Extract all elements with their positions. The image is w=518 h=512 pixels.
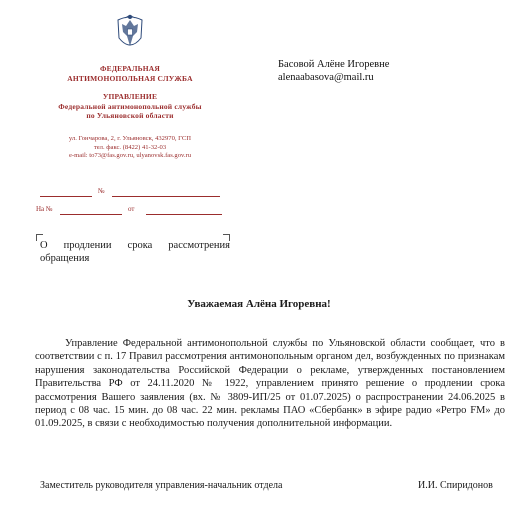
- outgoing-date-line: [40, 196, 92, 197]
- recipient-email: alenaabasova@mail.ru: [278, 72, 374, 83]
- recipient-block: [278, 58, 389, 84]
- recipient-name: Басовой Алёне Игоревне: [278, 59, 390, 70]
- dept-line-1: УПРАВЛЕНИЕ: [102, 92, 158, 101]
- reference-number-line: [60, 214, 122, 215]
- dept-line-2: Федеральной антимонопольной службы: [58, 101, 202, 111]
- reference-date-line: [146, 214, 222, 215]
- outgoing-number-label: №: [98, 187, 105, 195]
- signatory-position: Заместитель руководителя управления-начальник отдела: [40, 480, 283, 491]
- address-line-2: тел. факс. (8422) 41-32-03: [93, 143, 167, 151]
- department-name: [30, 92, 230, 121]
- salutation: Уважаемая Алёна Игоревна!: [187, 298, 331, 310]
- address-line-3: e-mail: to73@fas.gov.ru, ulyanovsk.fas.gov.ru: [68, 152, 192, 160]
- agency-line-1: ФЕДЕРАЛЬНАЯ: [99, 64, 161, 73]
- coat-of-arms-icon: [112, 12, 148, 56]
- letter-body: Управление Федеральной антимонопольной службы по Ульяновской области сообщает, что в соответствии с п. 17 Правил рассмотрения антимонопольным органом дел, возбужденных по признакам нарушения законодательства Российской Федерации о рекламе, утвержденных постановлением Правительства РФ от 24.11.2020 № 1922, управлением принято решение о продлении срока рассмотрения Вашего заявления (вх. № 3809-ИП/25 от 01.07.2025) о распространении 24.06.2025 в период с 08 час. 15 мин. до 08 час. 22 мин. рекламы ПАО «Сбербанк» в эфире радио «Ретро FM» до 01.09.2025, в связи с необходимостью получения дополнительной информации.: [35, 338, 505, 430]
- dept-line-3: по Ульяновской области: [86, 111, 174, 120]
- letter-subject: О продлении срока рассмотрения обращения: [40, 240, 230, 264]
- reference-date-label: от: [128, 205, 135, 213]
- signatory-name: И.И. Спиридонов: [418, 480, 493, 491]
- outgoing-number-line: [112, 196, 220, 197]
- agency-address: [30, 135, 230, 161]
- agency-line-2: АНТИМОНОПОЛЬНАЯ СЛУЖБА: [67, 73, 193, 83]
- address-line-1: ул. Гончарова, 2, г. Ульяновск, 432970, ГСП: [68, 135, 192, 142]
- reference-number-label: На №: [36, 205, 53, 213]
- agency-name: [30, 64, 230, 83]
